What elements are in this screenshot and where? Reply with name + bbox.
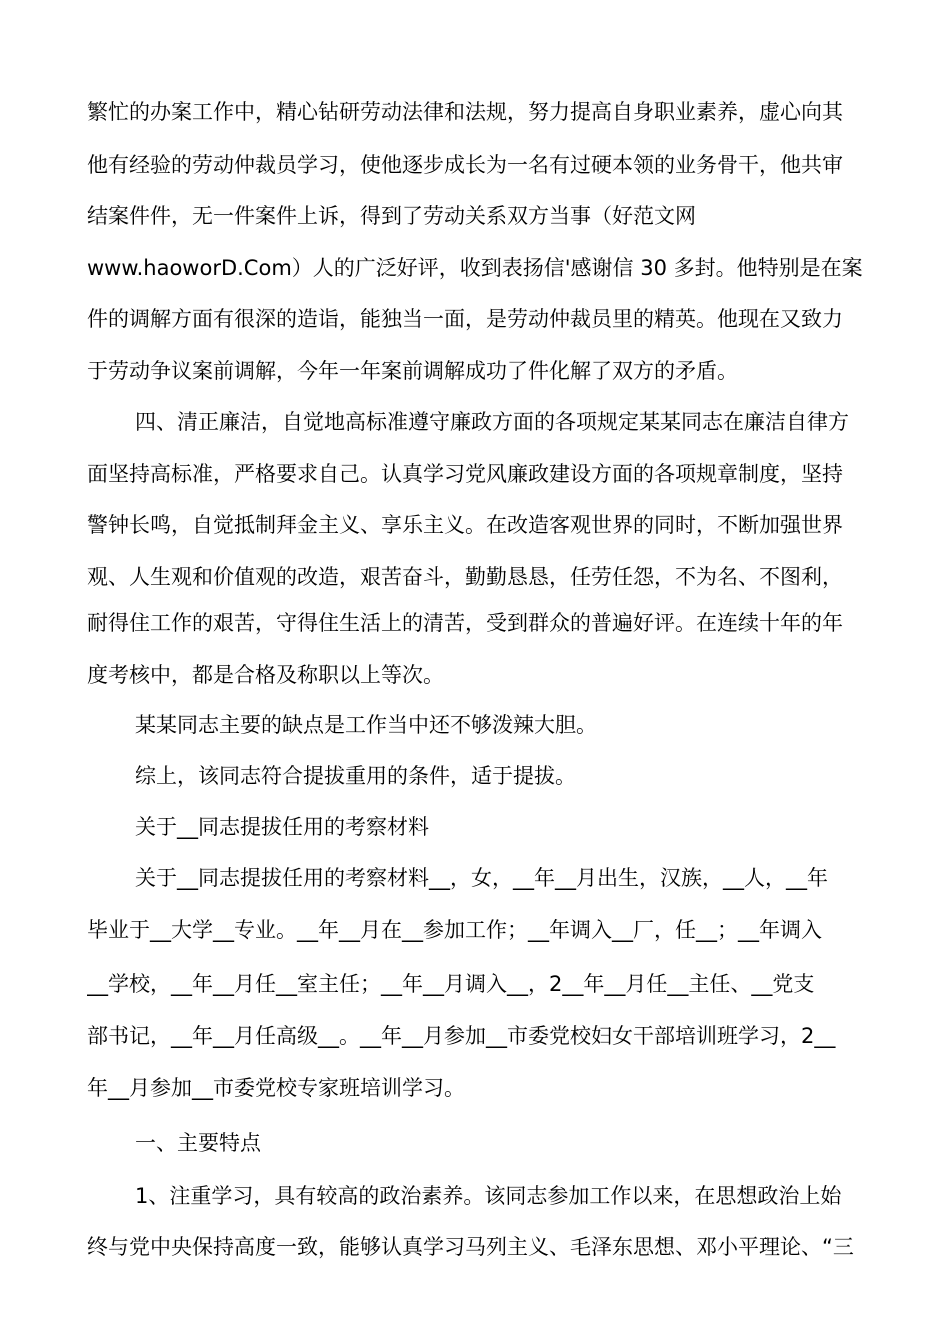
paragraph-start-line: 某某同志主要的缺点是工作当中还不够泼辣大胆。 [135,713,597,737]
paragraph-start-line: 四、清正廉洁，自觉地高标准遵守廉政方面的各项规定某某同志在廉洁自律方 [135,410,849,434]
section-heading: 一、主要特点 [135,1131,261,1155]
text-line: __学校，__年__月任__室主任；__年__月调入__，2__年__月任__主任、__党支 [87,972,815,996]
text-line: www.haoworD.Com）人的广泛好评，收到表扬信'感谢信 30 多封。他特别是在案 [87,256,863,280]
paragraph-start-line: 综上，该同志符合提拔重用的条件，适于提拔。 [135,764,576,788]
text-line: 耐得住工作的艰苦，守得住生活上的清苦，受到群众的普遍好评。在连续十年的年 [87,611,843,635]
text-line: 警钟长鸣，自觉抵制拜金主义、享乐主义。在改造客观世界的同时，不断加强世界 [87,513,843,537]
text-line: 他有经验的劳动仲裁员学习，使他逐步成长为一名有过硬本领的业务骨干，他共审 [87,153,843,177]
text-line: 面坚持高标准，严格要求自己。认真学习党风廉政建设方面的各项规章制度，坚持 [87,462,843,486]
text-line: 繁忙的办案工作中，精心钻研劳动法律和法规，努力提高自身职业素养，虚心向其 [87,100,843,124]
text-line: 件的调解方面有很深的造诣，能独当一面，是劳动仲裁员里的精英。他现在又致力 [87,307,843,331]
text-line: 年__月参加__市委党校专家班培训学习。 [87,1076,465,1100]
paragraph-start-line: 关于__同志提拔任用的考察材料__，女，__年__月出生，汉族，__人，__年 [135,866,828,890]
paragraph-start-line: 1、注重学习，具有较高的政治素养。该同志参加工作以来，在思想政治上始 [135,1184,842,1208]
text-line: 观、人生观和价值观的改造，艰苦奋斗，勤勤恳恳，任劳任怨，不为名、不图利， [87,565,843,589]
section-heading: 关于__同志提拔任用的考察材料 [135,815,429,839]
text-line: 结案件件，无一件案件上诉，得到了劳动关系双方当事（好范文网 [87,204,696,228]
text-line: 部书记，__年__月任高级__。__年__月参加__市委党校妇女干部培训班学习，2__ [87,1024,836,1048]
text-line: 终与党中央保持高度一致，能够认真学习马列主义、毛泽东思想、邓小平理论、“三 [87,1235,854,1259]
text-line: 毕业于__大学__专业。__年__月在__参加工作；__年调入__厂，任__；__年调入 [87,918,822,942]
text-line: 于劳动争议案前调解，今年一年案前调解成功了件化解了双方的矛盾。 [87,359,738,383]
text-line: 度考核中，都是合格及称职以上等次。 [87,663,444,687]
